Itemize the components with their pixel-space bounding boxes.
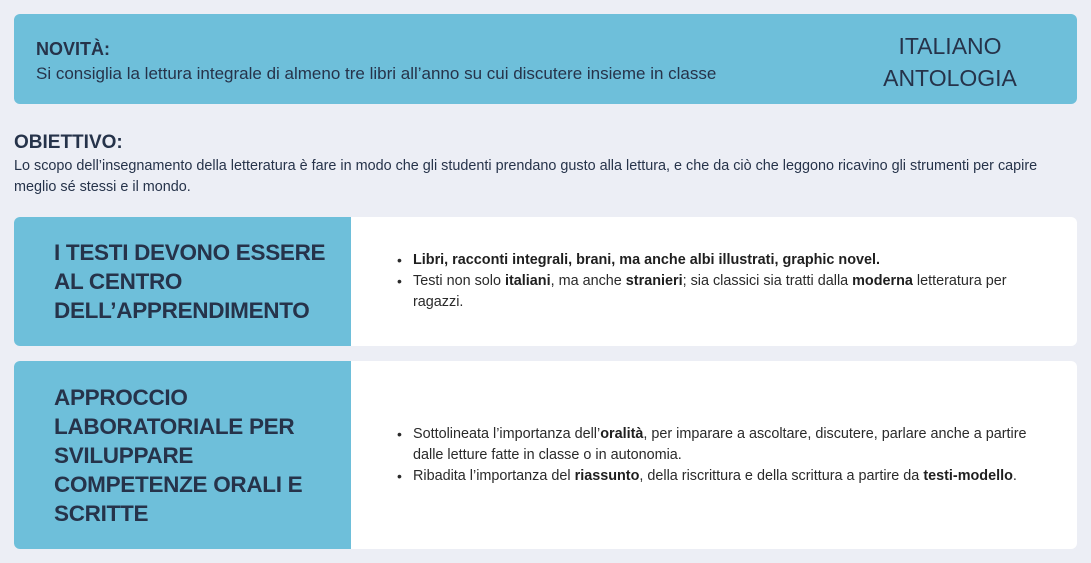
bullet-text: , della riscrittura e della scrittura a partire da	[639, 467, 924, 484]
card-title-line: LABORATORIALE PER	[54, 413, 295, 439]
bullet-text: Testi non solo	[413, 273, 505, 289]
bullet-bold-text: moderna	[852, 273, 913, 289]
card-title-line: SVILUPPARE	[54, 442, 194, 468]
bullet-text: , ma anche	[550, 273, 626, 289]
bullet-text: ; sia classici sia tratti dalla	[682, 273, 853, 289]
bullet-dot: •	[397, 273, 402, 289]
bullet-item	[397, 424, 1037, 466]
bullet-text: .	[1012, 467, 1017, 484]
card-approccio-laboratoriale	[14, 361, 1077, 549]
bullet-text: , per imparare a ascoltare, discutere, parlare anche a partire dalle letture fatte in classe o in autonomia.	[413, 425, 1027, 463]
card-title-line: DELL’APPRENDIMENTO	[54, 298, 310, 323]
card-title-line: AL CENTRO	[54, 269, 183, 294]
card-title-line: COMPETENZE ORALI E	[54, 471, 303, 497]
bullet-text: letteratura per ragazzi.	[413, 273, 1007, 310]
bullet-bold-text: stranieri	[625, 273, 683, 289]
subject-line-1: ITALIANO	[898, 33, 1002, 59]
card-title-line: I TESTI DEVONO ESSERE	[54, 240, 326, 265]
subject-title	[865, 30, 1035, 94]
card-body	[351, 361, 1077, 549]
bullet-item	[397, 466, 1037, 487]
obiettivo-title: OBIETTIVO:	[14, 132, 123, 153]
bullet-item	[397, 250, 1037, 271]
bullet-dot: •	[397, 467, 402, 484]
card-header	[14, 361, 351, 549]
card-title	[54, 238, 325, 325]
bullet-bold-text: riassunto	[574, 467, 640, 484]
novita-text: Si consiglia la lettura integrale di almeno tre libri all’anno su cui discutere insieme in classe	[36, 64, 717, 83]
novita-banner	[14, 14, 1077, 104]
bullet-list	[397, 250, 1037, 313]
bullet-dot: •	[397, 425, 402, 442]
card-testi-centro	[14, 217, 1077, 346]
novita-label: NOVITÀ:	[36, 39, 110, 59]
bullet-list	[397, 424, 1037, 487]
card-body	[351, 217, 1077, 346]
obiettivo-text: Lo scopo dell’insegnamento della letteratura è fare in modo che gli studenti prendano gusto alla lettura, e che da ciò che leggono ricavino gli strumenti per capire meglio sé stessi e il mondo.	[14, 158, 1038, 195]
bullet-bold-text: testi-modello	[923, 467, 1013, 484]
card-header	[14, 217, 351, 346]
bullet-bold-text: italiani	[505, 273, 551, 289]
bullet-bold-text: oralità	[600, 425, 644, 442]
bullet-bold-text: Libri, racconti integrali, brani, ma anche albi illustrati, graphic novel.	[413, 252, 881, 268]
bullet-text: Sottolineata l’importanza dell’	[413, 425, 601, 442]
bullet-item	[397, 271, 1037, 313]
subject-line-2: ANTOLOGIA	[883, 65, 1017, 91]
card-title-line: SCRITTE	[54, 500, 149, 526]
bullet-text: Ribadita l’importanza del	[413, 467, 575, 484]
bullet-dot: •	[397, 252, 402, 268]
card-title-line: APPROCCIO	[54, 384, 188, 410]
card-title	[54, 383, 302, 528]
